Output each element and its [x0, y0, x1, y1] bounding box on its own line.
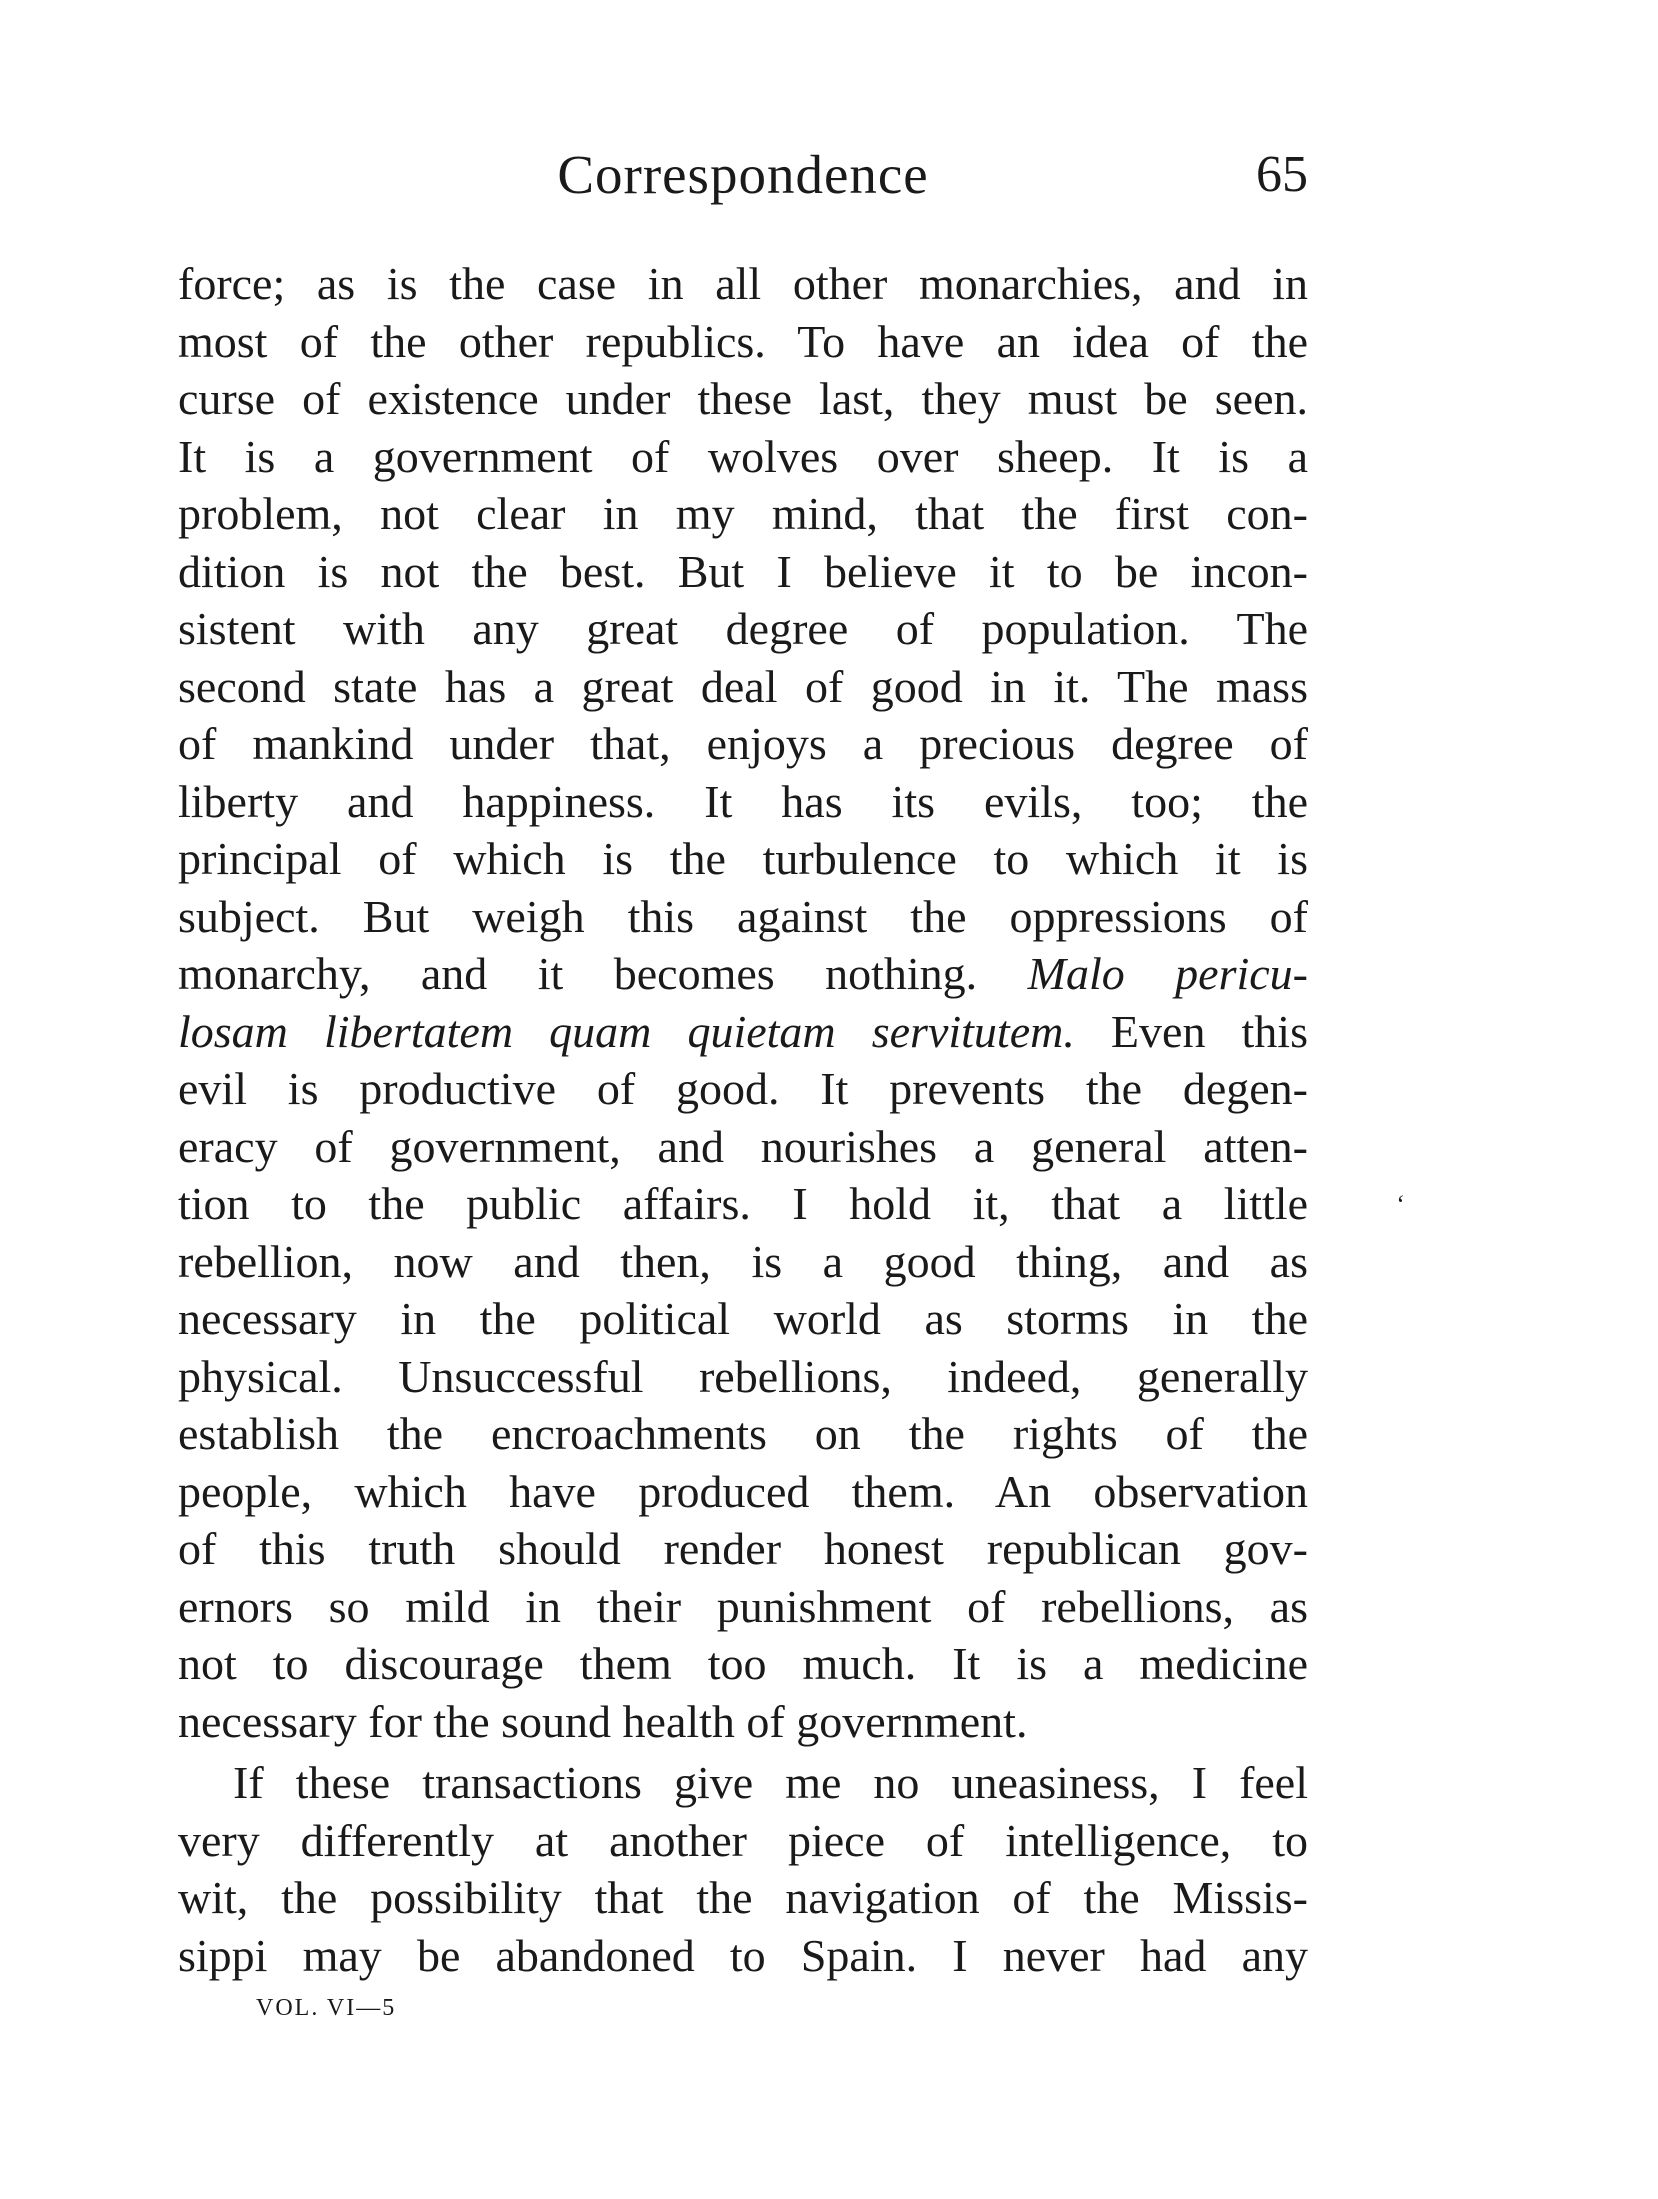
- text-line: tion to the public affairs. I hold it, that a little: [178, 1178, 1308, 1229]
- running-head: [178, 140, 1308, 210]
- latin-quote: losam libertatem quam quietam servitutem.: [178, 1005, 1075, 1057]
- text-line: people, which have produced them. An observation: [178, 1465, 1308, 1517]
- text-line: establish the encroachments on the rights of the: [178, 1408, 1308, 1459]
- text-line: necessary in the political world as storms in the: [178, 1293, 1308, 1344]
- text-line: subject. But weigh this against the oppressions of: [178, 890, 1308, 942]
- text-line: second state has a great deal of good in it. The mass: [178, 660, 1308, 712]
- text-line: liberty and happiness. It has its evils, too; the: [178, 775, 1308, 827]
- text-line: It is a government of wolves over sheep. It is a: [178, 430, 1308, 482]
- text-line: sippi may be abandoned to Spain. I never had any: [178, 1929, 1308, 1981]
- text-line: very differently at another piece of intelligence, to: [178, 1814, 1308, 1866]
- body-text: [178, 255, 1308, 1984]
- text-line: dition is not the best. But I believe it to be incon-: [178, 545, 1308, 597]
- text-line: physical. Unsuccessful rebellions, indeed, generally: [178, 1350, 1308, 1402]
- text-line: sistent with any great degree of population. The: [178, 603, 1308, 654]
- text-line: eracy of government, and nourishes a general atten-: [178, 1120, 1308, 1172]
- stray-print-mark: ‘: [1395, 1190, 1404, 1219]
- text-line: evil is productive of good. It prevents the degen-: [178, 1063, 1308, 1114]
- text-line: If these transactions give me no uneasiness, I feel: [233, 1757, 1308, 1808]
- text-line: problem, not clear in my mind, that the first con-: [178, 488, 1308, 539]
- page-number: 65: [1256, 146, 1308, 203]
- text-line: rebellion, now and then, is a good thing, and as: [178, 1235, 1308, 1287]
- page-title: Correspondence: [557, 144, 929, 205]
- text-line: [178, 945, 1308, 1003]
- text-line: not to discourage them too much. It is a medicine: [178, 1638, 1308, 1689]
- text-line: ernors so mild in their punishment of rebellions, as: [178, 1580, 1308, 1632]
- text-line: [178, 1003, 1308, 1061]
- text-line: of mankind under that, enjoys a precious degree of: [178, 718, 1308, 769]
- text-line: of this truth should render honest republican gov-: [178, 1523, 1308, 1574]
- text-line: wit, the possibility that the navigation of the Missis-: [178, 1872, 1308, 1923]
- signature-mark: VOL. VI—5: [256, 1995, 397, 2021]
- text-line: curse of existence under these last, they must be seen.: [178, 373, 1308, 424]
- text-line: necessary for the sound health of government.: [178, 1695, 1028, 1747]
- latin-quote: Malo pericu-: [1027, 948, 1308, 999]
- text-line: principal of which is the turbulence to which it is: [178, 833, 1308, 884]
- text-line: most of the other republics. To have an idea of the: [178, 315, 1308, 367]
- text-line: force; as is the case in all other monarchies, and in: [178, 258, 1308, 309]
- text-run: Even this: [1074, 1005, 1308, 1057]
- text-run: monarchy, and it becomes nothing.: [178, 948, 1028, 999]
